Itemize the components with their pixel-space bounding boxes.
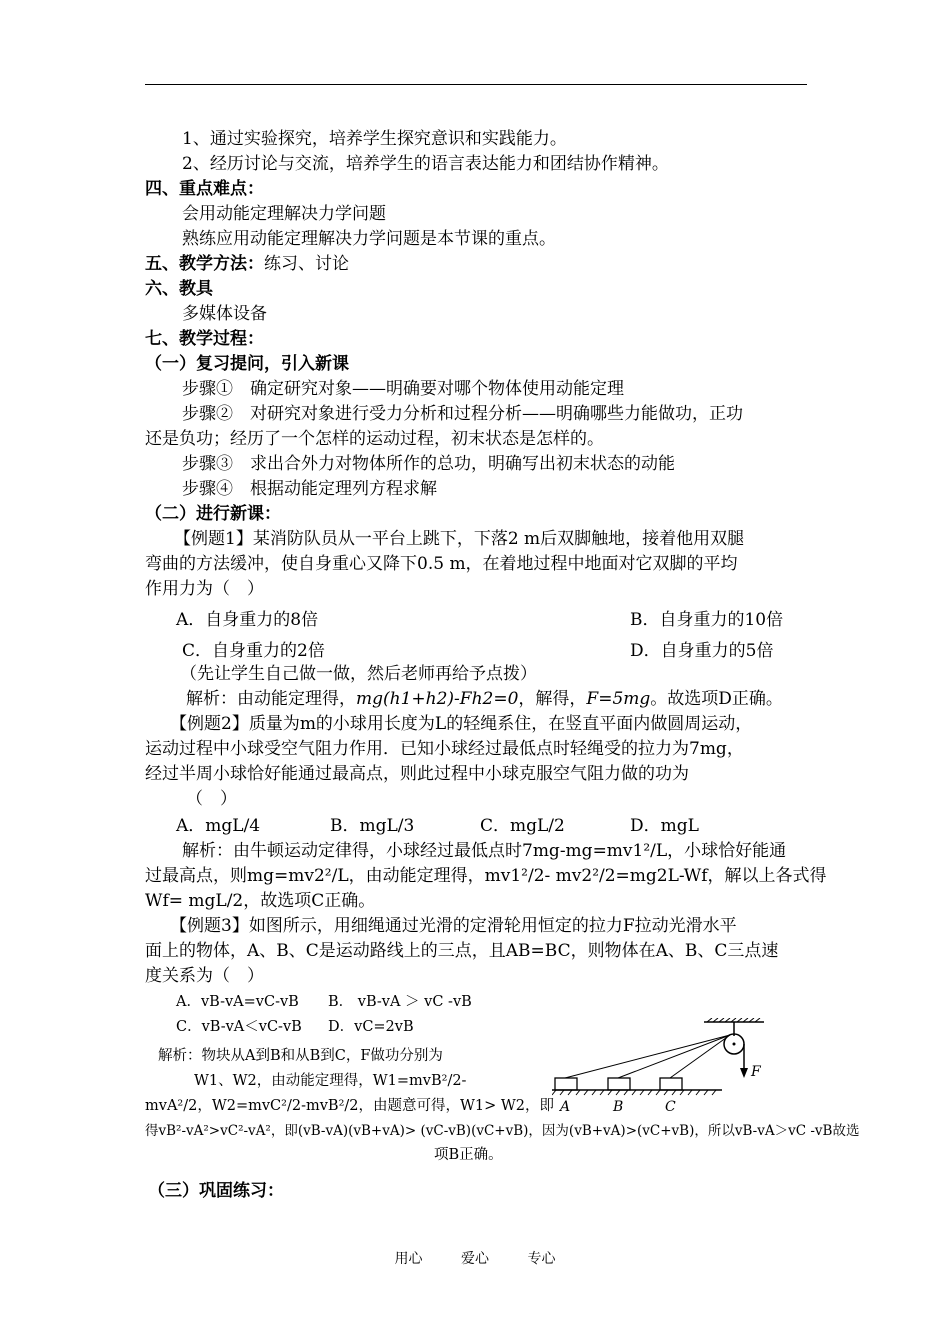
footer-word-1: 用心 [394,1251,423,1267]
example-2-option-b: B．mgL/3 [330,816,415,836]
key-point-1: 会用动能定理解决力学问题 [182,204,386,224]
example-2-option-c: C．mgL/2 [480,816,565,836]
example-3-line-3: 度关系为（ ） [145,966,264,986]
example-2-line-2: 运动过程中小球受空气阻力作用．已知小球经过最低点时轻绳受的拉力为7mg， [145,739,744,759]
example-2-line-3: 经过半周小球恰好能通过最高点，则此过程中小球克服空气阻力做的功为 [145,764,689,784]
example-1-option-d: D．自身重力的5倍 [630,641,774,661]
teaching-aid: 多媒体设备 [182,304,267,324]
step-2-line-2: 还是负功；经历了一个怎样的运动过程，初末状态是怎样的。 [145,429,604,449]
example-3-solution-3: mvA²/2，W2=mvC²/2-mvB²/2，由题意可得，W1> W2，即 [145,1098,555,1114]
page-footer [0,1248,950,1268]
example-2-solution-3: Wf= mgL/2，故选项C正确。 [145,891,376,911]
subsection-2-heading: （二）进行新课： [145,504,281,524]
section-5-value: 练习、讨论 [264,254,349,274]
goal-line-1: 1、通过实验探究，培养学生探究意识和实践能力。 [182,129,567,149]
example-2-line-1: 【例题2】质量为m的小球用长度为L的轻绳系住，在竖直平面内做圆周运动， [170,714,753,734]
solution-suffix: 。故选项D正确。 [650,689,783,709]
block-b [608,1078,630,1090]
pulley-diagram [552,1018,772,1136]
example-1-line-3: 作用力为（ ） [145,579,264,599]
point-a-label: A [560,1099,571,1115]
header-rule [145,84,807,85]
example-1-option-c: C．自身重力的2倍 [182,641,325,661]
subsection-3-heading: （三）巩固练习： [148,1181,284,1201]
solution-middle: ，解得， [518,689,587,709]
step-3: 步骤③ 求出合外力对物体所作的总功，明确写出初末状态的动能 [182,454,675,474]
section-5-heading: 五、教学方法： [145,254,264,274]
example-1-option-b: B．自身重力的10倍 [630,610,784,630]
solution-answer: F=5mg [586,689,651,709]
example-1-line-1: 【例题1】某消防队员从一平台上跳下，下落2 m后双脚触地，接着他用双腿 [174,529,745,549]
example-1-note: （先让学生自己做一做，然后老师再给予点拨） [180,664,537,684]
rope-c [670,1035,730,1078]
section-4-heading: 四、重点难点： [145,179,264,199]
example-3-solution-2: W1、W2，由动能定理得，W1=mvB²/2- [194,1073,467,1089]
example-1-option-a: A．自身重力的8倍 [176,610,319,630]
section-7-heading: 七、教学过程： [145,329,264,349]
block-c [660,1078,682,1090]
example-3-solution-5: 项B正确。 [434,1147,503,1163]
key-point-2: 熟练应用动能定理解决力学问题是本节课的重点。 [182,229,556,249]
solution-prefix: 解析：由动能定理得， [186,689,356,709]
pulley-axle [733,1043,736,1046]
rope-b [618,1035,730,1078]
point-b-label: B [613,1099,624,1115]
step-1: 步骤① 确定研究对象——明确要对哪个物体使用动能定理 [182,379,624,399]
rope-a [565,1035,730,1078]
force-arrowhead [740,1068,748,1078]
example-3-line-1: 【例题3】如图所示，用细绳通过光滑的定滑轮用恒定的拉力F拉动光滑水平 [170,916,737,936]
example-3-option-c: C．vB-vA＜vC-vB [176,1019,302,1035]
step-2-line-1: 步骤② 对研究对象进行受力分析和过程分析——明确哪些力能做功，正功 [182,404,743,424]
example-3-solution-4: 得vB²-vA²>vC²-vA²，即(vB-vA)(vB+vA)> (vC-vB)(vC+vB)，因为(vB+vA)>(vC+vB)，所以vB-vA＞vC -vB故选 [145,1123,860,1139]
force-label: F [751,1064,761,1080]
footer-word-2: 爱心 [461,1251,489,1267]
example-1-line-2: 弯曲的方法缓冲，使自身重心又降下0.5 m，在着地过程中地面对它双脚的平均 [145,554,738,574]
block-a [555,1078,577,1090]
point-c-label: C [665,1099,676,1115]
section-5-line [145,253,349,275]
step-4: 步骤④ 根据动能定理列方程求解 [182,479,437,499]
example-3-solution-1: 解析：物块从A到B和从B到C，F做功分别为 [158,1048,443,1064]
example-3-line-2: 面上的物体，A、B、C是运动路线上的三点，且AB=BC，则物体在A、B、C三点速 [145,941,779,961]
example-3-option-d: D．vC=2vB [328,1019,414,1035]
example-1-solution [186,688,783,710]
example-3-option-b: B． vB-vA ＞ vC -vB [328,994,472,1010]
section-6-heading: 六、教具 [145,279,213,299]
subsection-1-heading: （一）复习提问，引入新课 [145,354,349,374]
goal-line-2: 2、经历讨论与交流，培养学生的语言表达能力和团结协作精神。 [182,154,669,174]
example-2-option-a: A．mgL/4 [176,816,261,836]
solution-equation: mg(h1+h2)-Fh2=0 [356,689,519,709]
example-3-option-a: A．vB-vA=vC-vB [176,994,299,1010]
example-2-option-d: D．mgL [630,816,699,836]
example-2-solution-1: 解析：由牛顿运动定律得，小球经过最低点时7mg-mg=mv1²/L，小球恰好能通 [182,841,787,861]
example-2-solution-2: 过最高点，则mg=mv2²/L，由动能定理得，mv1²/2- mv2²/2=mg2L-Wf，解以上各式得 [145,866,827,886]
example-2-line-4: （ ） [186,789,237,809]
footer-word-3: 专心 [527,1251,556,1267]
